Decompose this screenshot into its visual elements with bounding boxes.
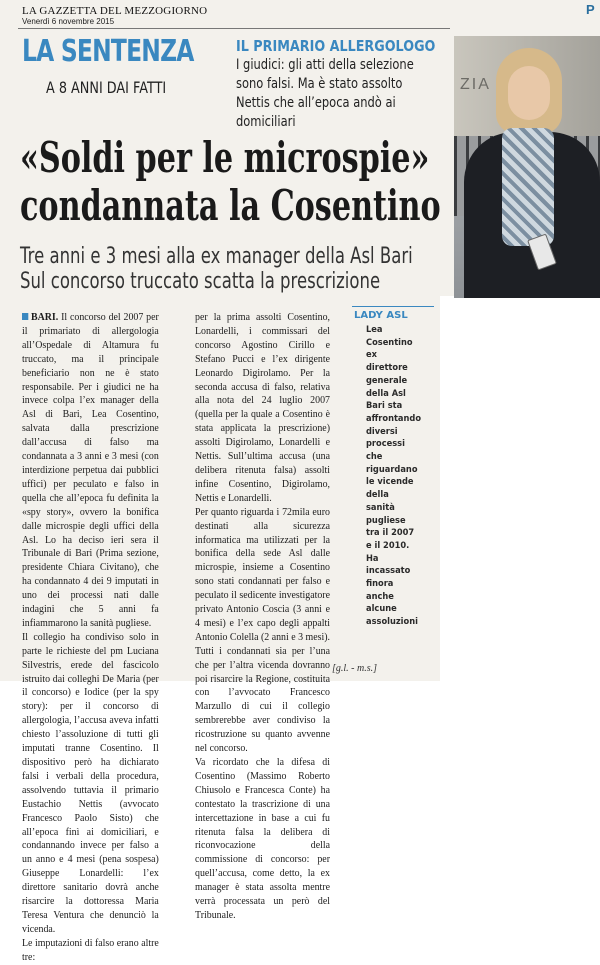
headline-line-2: condannata la Cosentino bbox=[20, 181, 441, 230]
blank-area bbox=[440, 296, 600, 681]
box-title: LADY ASL bbox=[354, 310, 408, 321]
portrait-photo bbox=[454, 36, 600, 298]
corner-letter: P bbox=[586, 2, 595, 17]
author-signature: [g.l. - m.s.] bbox=[332, 663, 378, 674]
headline bbox=[20, 134, 441, 230]
subheadline: Tre anni e 3 mesi alla ex manager della Asl Bari Sul concorso truccato scatta la prescrizione bbox=[20, 244, 413, 294]
photo-face bbox=[508, 66, 550, 120]
box-body: Lea Cosentino ex direttore generale della Asl Bari sta affrontando diversi processi che riguardano le vicende della sanità pugliese tra il 2007 e il 2010. Ha incassato finora anche alcune assoluzioni bbox=[366, 325, 422, 628]
masthead-date: Venerdì 6 novembre 2015 bbox=[22, 17, 115, 26]
dateline: BARI. bbox=[31, 311, 59, 323]
sidebar-body: I giudici: gli atti della selezione sono falsi. Ma è stato assolto Nettis che all’epoca andò ai domiciliari bbox=[236, 57, 414, 130]
photo-scarf bbox=[502, 128, 554, 246]
masthead-rule bbox=[18, 28, 450, 29]
bullet-icon bbox=[22, 313, 28, 320]
article-column-1-text: Il concorso del 2007 per il primariato di allergologia all’Ospedale di Altamura fu truccato, ma il principale beneficiario non ne è stato responsabile. Per i giudici ne ha invece colpa l’ex manager della Asl di Bari, Lea Cosentino, salvata dalla prescrizione dall’accusa di falso ma condannata a 3 anni e 3 mesi (con interdizione perpetua dai pubblici uffici) per peculato e falso in quella che all’epoca fu definita la «spy story», ovvero la bonifica dalle microspie degli uffici della Asl. Lo ha deciso ieri sera il Tribunale di Bari (Prima sezione, presidente Chiara Civitano), che ha condannato 4 dei 9 imputati in uno dei processi nati dalle indagini che 5 anni fa infiammarono la sanità pugliese. Il collegio ha condiviso solo in parte le richieste del pm Luciana Silvestris, erede del fascicolo istruito dai colleghi De Maria (per il concorso) e Iodice (per la spy story): per il concorso di allergologia, l’accusa aveva infatti chiesto l’assoluzione di tutti gli imputati tranne Cosentino. Il dispositivo però ha dichiarato falsi i verbali della procedura, assolvendo tuttavia il primario Eustachio Nettis (avvocato Francesco Paolo Sisto) che all’epoca finì ai domiciliari, e condannando invece per falso a un anno e 4 mesi (pena sospesa) Giuseppe Lonardelli: l’ex direttore sanitario dovrà anche risarcire la dottoressa Maria Teresa Ventura che denunciò la vicenda. Le imputazioni di falso erano altre tre: bbox=[22, 311, 159, 963]
box-rule bbox=[352, 306, 434, 307]
article-column-2: per la prima assolti Cosentino, Lonardelli, i commissari del concorso Agostino Cirillo e Stefano Pucci e l’ex dirigente Leonardo Digirolamo. Per la seconda accusa di falso, relativa alla nota del 24 luglio 2007 (quella per la quale a Cosentino è stata applicata la prescrizione) assolti Digirolamo, Lonardelli e Nettis. Sull’ultima accusa (una delibera ritenuta falsa) assolti infine Cosentino, Digirolamo, Nettis e Lonardelli. Per quanto riguarda i 72mila euro destinati alla sicurezza informatica ma utilizzati per la bonifica della sede Asl dalle microspie, insieme a Cosentino sono stati condannati per falso e peculato il sedicente investigatore privato Antonio Coscia (3 anni e 4 mesi) e l’ex capo degli appalti Antonio Colella (2 anni e 3 mesi). Tutti i condannati sia per l’una che per l’altra vicenda dovranno poi risarcire la Regione, costituita con l’avvocato Francesco Marzullo di cui il collegio sembrerebbe aver condiviso la ricostruzione su quanto avvenne nel concorso. Va ricordato che la difesa di Cosentino (Massimo Roberto Chiusolo e Francesca Conte) ha contestato la trascrizione di una intercettazione in base a cui fu ritenuta falsa la delibera di riconvocazione della commissione di concorso: per quell’accusa, come detto, la ex manager è stata assolta mentre verrà processata un però del Tribunale. bbox=[195, 311, 330, 921]
photo-wall-text: ZIA bbox=[460, 76, 491, 93]
sidebar-title: IL PRIMARIO ALLERGOLOGO bbox=[236, 37, 436, 55]
headline-line-1: «Soldi per le microspie» bbox=[20, 133, 430, 182]
article-column-1 bbox=[22, 311, 159, 965]
section-kicker-subtitle: A 8 ANNI DAI FATTI bbox=[46, 78, 167, 97]
masthead-name: LA GAZZETTA DEL MEZZOGIORNO bbox=[22, 5, 208, 17]
section-kicker: LA SENTENZA bbox=[22, 34, 194, 69]
